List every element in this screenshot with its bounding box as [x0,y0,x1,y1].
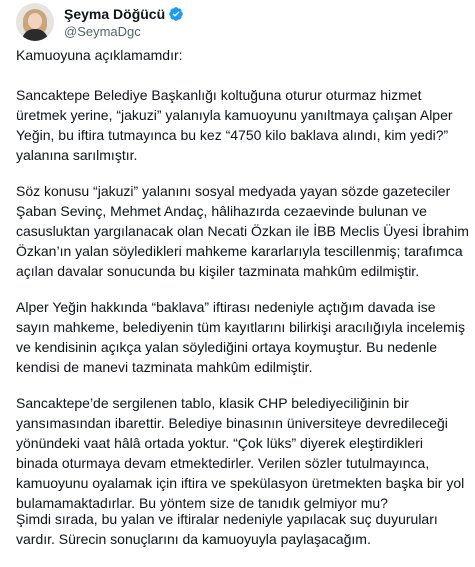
text-line: bulamamaktadırlar. Bu yöntem size de tanıdık gelmiyor mu? [16,495,388,511]
text-line: sayın mahkeme, belediyenin tüm kayıtlarını bilirkişi aracılığıyla incelemiş [16,319,465,335]
text-line: Şaban Sevinç, Mehmet Andaç, hâlihazırda cezaevinde bulunan ve [16,203,427,219]
text-line: üretmek yerine, “jakuzi” yalanıyla kamuoyunu yanıltmaya çalışan Alper [16,107,453,123]
handle[interactable]: @SeymaDgc [64,24,141,39]
text-line: Alper Yeğin hakkında “baklava” iftirası nedeniyle açtığım davada ise [16,299,436,315]
paragraph [16,509,438,549]
text-line: Özkan’ın yalan söyledikleri mahkeme kararlarıyla tescillenmiş; tarafımca [16,243,463,259]
paragraph [16,181,469,281]
text-line: yalanına sarılmıştır. [16,147,138,163]
author-names [64,5,184,39]
text-line: kendisi de manevi tazminata mahkûm edilmiştir. [16,359,313,375]
paragraph [16,297,465,377]
paragraph [16,85,453,165]
display-name[interactable]: Şeyma Döğücü [64,6,166,22]
text-line: Kamuoyuna açıklamamdır: [16,47,183,63]
text-line: Sancaktepe’de sergilenen tablo, klasik CHP belediyeciliğinin bir [16,395,409,411]
text-line: yönündeki vaat hâlâ ortada yoktur. “Çok lüks” diyerek eleştirdikleri [16,435,423,451]
text-line: Söz konusu “jakuzi” yalanını sosyal medyada yayan sözde gazeteciler [16,183,451,199]
text-line: yansımasından ibarettir. Belediye binasının üniversiteye devredileceği [16,415,448,431]
text-line: binada oturmaya devam etmektedirler. Verilen sözler tutulmayınca, [16,455,430,471]
verified-badge-icon [168,6,184,22]
text-line: Yeğin, bu iftira tutmayınca bu kez “4750 kilo baklava alındı, kim yedi?” [16,127,449,143]
text-line: ve kendisinin açıkça yalan söylediğini ortaya koymuştur. Bu nedenle [16,339,438,355]
text-line: açılan davalar sonucunda bu kişiler tazminata mahkûm edilmiştir. [16,263,420,279]
text-line: vardır. Sürecin sonuçlarını da kamuoyuyla paylaşacağım. [16,531,371,547]
paragraph [16,45,183,65]
text-line: Sancaktepe Belediye Başkanlığı koltuğuna oturur oturmaz hizmet [16,87,422,103]
paragraph [16,393,464,513]
text-line: Şimdi sırada, bu yalan ve iftiralar nedeniyle yapılacak suç duyuruları [16,511,438,527]
tweet-header [16,2,184,42]
text-line: casusluktan yargılanacak olan Necati Özkan ile İBB Meclis Üyesi İbrahim [16,223,469,239]
name-row [64,5,184,23]
text-line: kamuoyunu oyalamak için iftira ve spekülasyon üretmekten başka bir yol [16,475,465,491]
avatar[interactable] [16,3,54,41]
